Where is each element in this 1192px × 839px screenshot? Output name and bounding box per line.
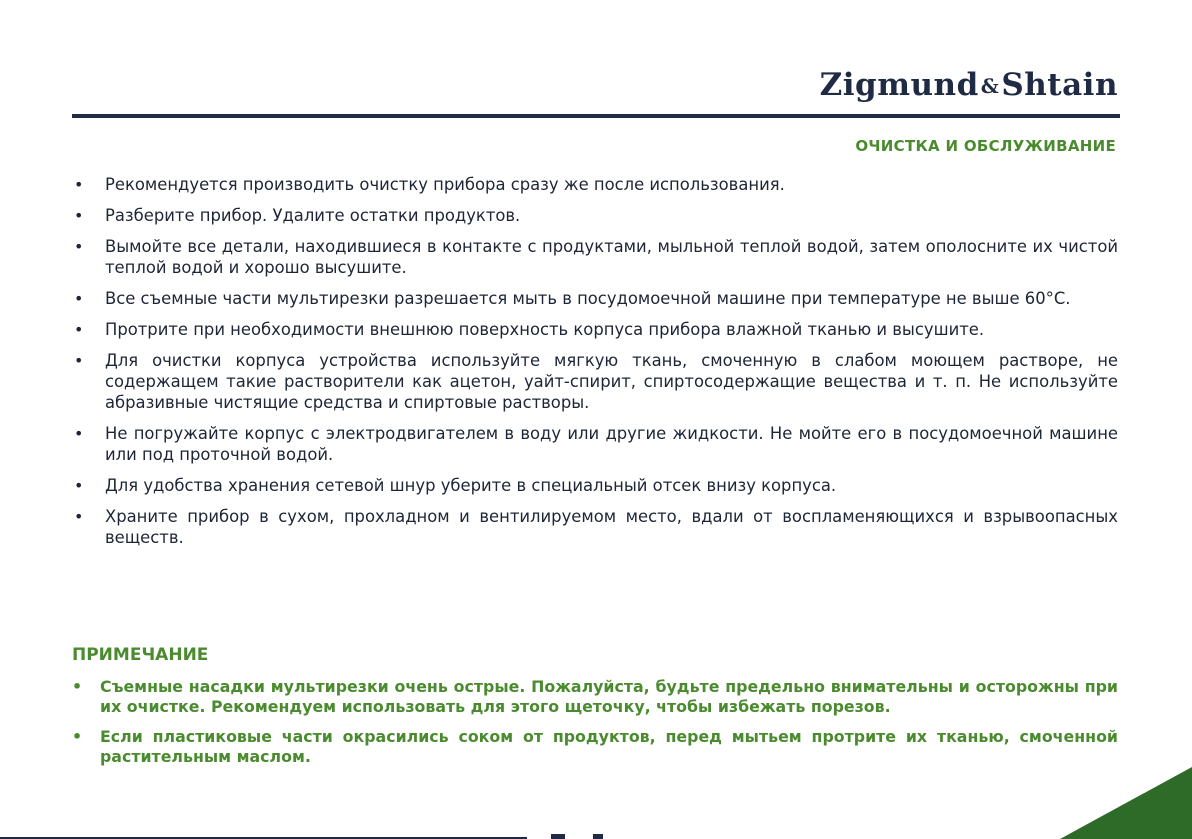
note-item (72, 727, 1118, 767)
list-item-text: Храните прибор в сухом, прохладном и вентилируемом место, вдали от воспламеняющихся и взрывоопасных веществ. (105, 507, 1118, 547)
list-item-text: Рекомендуется производить очистку прибора сразу же после использования. (105, 175, 785, 194)
note-item-text: Если пластиковые части окрасились соком от продуктов, перед мытьем протрите их тканью, смоченной растительным маслом. (100, 727, 1118, 766)
header-divider (72, 114, 1120, 118)
list-item-text: Не погружайте корпус с электродвигателем в воду или другие жидкости. Не мойте его в посудомоечной машине или под проточной водой. (105, 424, 1118, 464)
brand-name-part2: Shtain (1001, 67, 1118, 103)
list-item-text: Все съемные части мультирезки разрешается мыть в посудомоечной машине при температуре не выше 60°С. (105, 289, 1071, 308)
bullet-icon: • (72, 677, 83, 696)
footer-mark (551, 834, 565, 839)
section-title: ОЧИСТКА И ОБСЛУЖИВАНИЕ (855, 137, 1116, 155)
list-item (72, 475, 1118, 496)
list-item (72, 174, 1118, 195)
list-item-text: Вымойте все детали, находившиеся в контакте с продуктами, мыльной теплой водой, затем ополосните их чистой теплой водой и хорошо высушите. (105, 237, 1118, 277)
bullet-icon: • (74, 507, 84, 526)
list-item (72, 205, 1118, 226)
bullet-icon: • (74, 476, 84, 495)
bullet-icon: • (74, 289, 84, 308)
list-item (72, 288, 1118, 309)
list-item-text: Разберите прибор. Удалите остатки продуктов. (105, 206, 521, 225)
list-item (72, 506, 1118, 548)
note-item (72, 677, 1118, 717)
brand-name-part1: Zigmund (819, 67, 979, 103)
note-list (72, 677, 1118, 777)
brand-logo (819, 67, 1118, 103)
footer-mark (593, 834, 603, 839)
corner-decoration (1060, 767, 1192, 839)
brand-ampersand: & (980, 74, 1000, 98)
note-item-text: Съемные насадки мультирезки очень острые. Пожалуйста, будьте предельно внимательны и осторожны при их очистке. Рекомендуем использовать для этого щеточку, чтобы избежать порезов. (100, 677, 1118, 716)
bullet-icon: • (74, 206, 84, 225)
list-item-text: Протрите при необходимости внешнюю поверхность корпуса прибора влажной тканью и высушите. (105, 320, 985, 339)
list-item (72, 423, 1118, 465)
bullet-icon: • (74, 424, 84, 443)
list-item (72, 350, 1118, 413)
bullet-icon: • (74, 351, 84, 370)
instruction-list (72, 174, 1118, 558)
list-item (72, 236, 1118, 278)
bullet-icon: • (74, 175, 84, 194)
bullet-icon: • (72, 727, 83, 746)
note-title: ПРИМЕЧАНИЕ (72, 645, 209, 665)
list-item-text: Для удобства хранения сетевой шнур уберите в специальный отсек внизу корпуса. (105, 476, 837, 495)
bullet-icon: • (74, 237, 84, 256)
list-item-text: Для очистки корпуса устройства используйте мягкую ткань, смоченную в слабом моющем растворе, не содержащем такие растворители как ацетон, уайт-спирит, спиртосодержащие вещества и т. п. Не используйте абразивные чистящие средства и спиртовые растворы. (105, 351, 1118, 412)
bullet-icon: • (74, 320, 84, 339)
list-item (72, 319, 1118, 340)
